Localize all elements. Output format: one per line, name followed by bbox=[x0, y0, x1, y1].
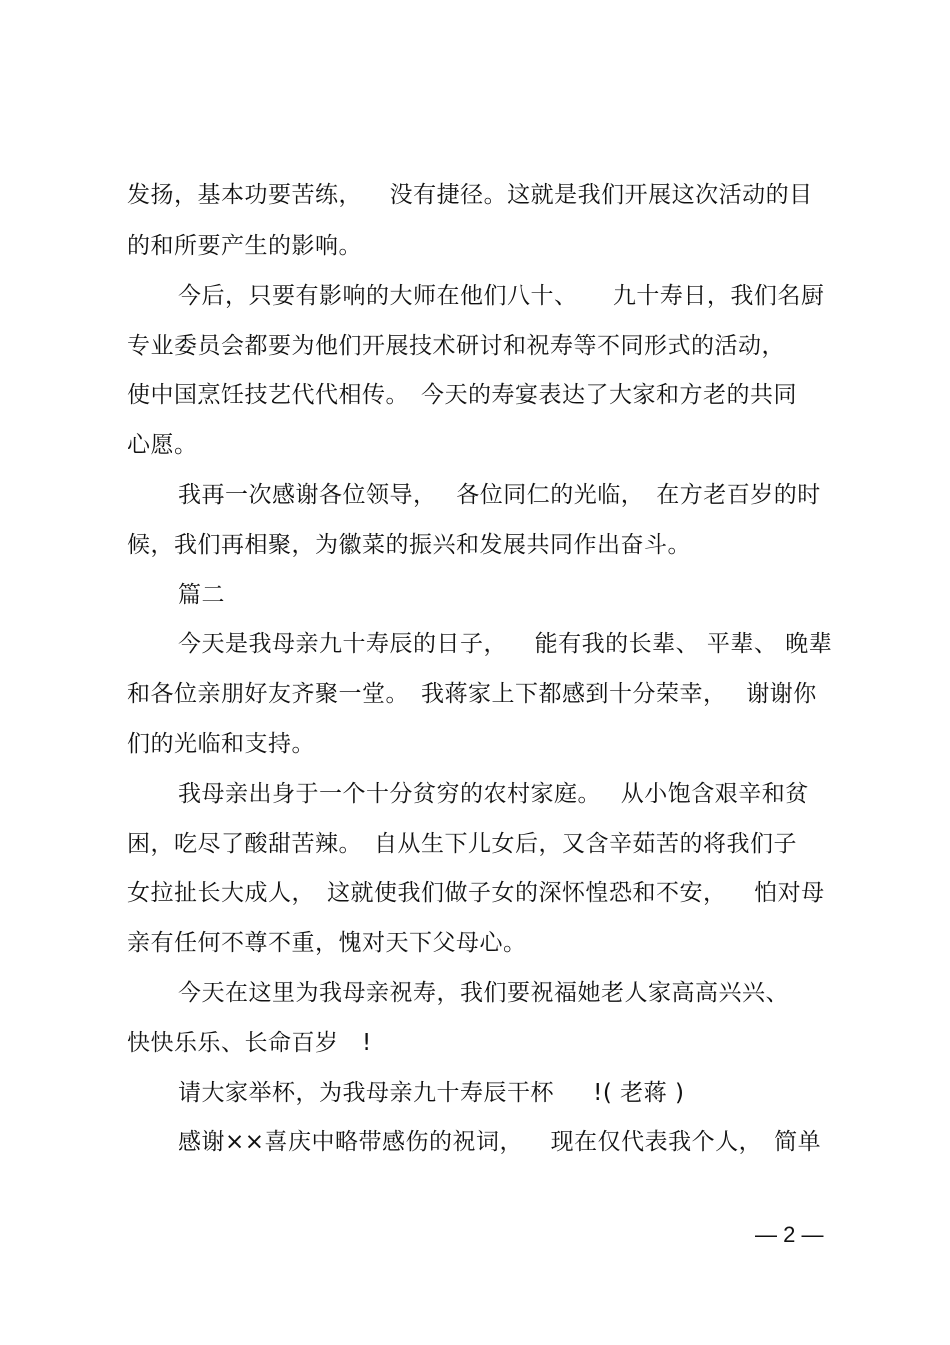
text-line: 发扬，基本功要苦练， 没有捷径。这就是我们开展这次活动的目 bbox=[127, 182, 813, 208]
section-heading: 篇二 bbox=[178, 582, 225, 608]
text-line: 我再一次感谢各位领导， 各位同仁的光临， 在方老百岁的时 bbox=[178, 482, 821, 508]
text-line: 今天是我母亲九十寿辰的日子， 能有我的长辈、 平辈、 晚辈 bbox=[178, 631, 833, 657]
text-line: 快快乐乐、长命百岁 ! bbox=[127, 1030, 372, 1056]
text-line: 女拉扯长大成人， 这就使我们做子女的深怀惶恐和不安， 怕对母 bbox=[127, 880, 825, 906]
text-line: 今天在这里为我母亲祝寿，我们要祝福她老人家高高兴兴、 bbox=[178, 980, 789, 1006]
text-line: 的和所要产生的影响。 bbox=[127, 233, 362, 259]
text-line: 候，我们再相聚，为徽菜的振兴和发展共同作出奋斗。 bbox=[127, 532, 691, 558]
text-line: 今后，只要有影响的大师在他们八十、 九十寿日，我们名厨 bbox=[178, 283, 825, 309]
text-line: 专业委员会都要为他们开展技术研讨和祝寿等不同形式的活动， bbox=[127, 333, 785, 359]
text-line: 和各位亲朋好友齐聚一堂。 我蒋家上下都感到十分荣幸， 谢谢你 bbox=[127, 681, 817, 707]
page-number: — 2 — bbox=[755, 1222, 824, 1247]
text-line: 困，吃尽了酸甜苦辣。 自从生下儿女后，又含辛茹苦的将我们子 bbox=[127, 831, 797, 857]
text-line: 我母亲出身于一个十分贫穷的农村家庭。 从小饱含艰辛和贫 bbox=[178, 781, 809, 807]
text-line: 们的光临和支持。 bbox=[127, 731, 315, 757]
text-line: 请大家举杯，为我母亲九十寿辰干杯 !( 老蒋 ) bbox=[178, 1080, 685, 1106]
text-line: 使中国烹饪技艺代代相传。 今天的寿宴表达了大家和方老的共同 bbox=[127, 382, 797, 408]
text-line: 感谢××喜庆中略带感伤的祝词， 现在仅代表我个人， 简单 bbox=[178, 1129, 822, 1155]
text-line: 亲有任何不尊不重，愧对天下父母心。 bbox=[127, 930, 527, 956]
text-line: 心愿。 bbox=[127, 432, 198, 458]
